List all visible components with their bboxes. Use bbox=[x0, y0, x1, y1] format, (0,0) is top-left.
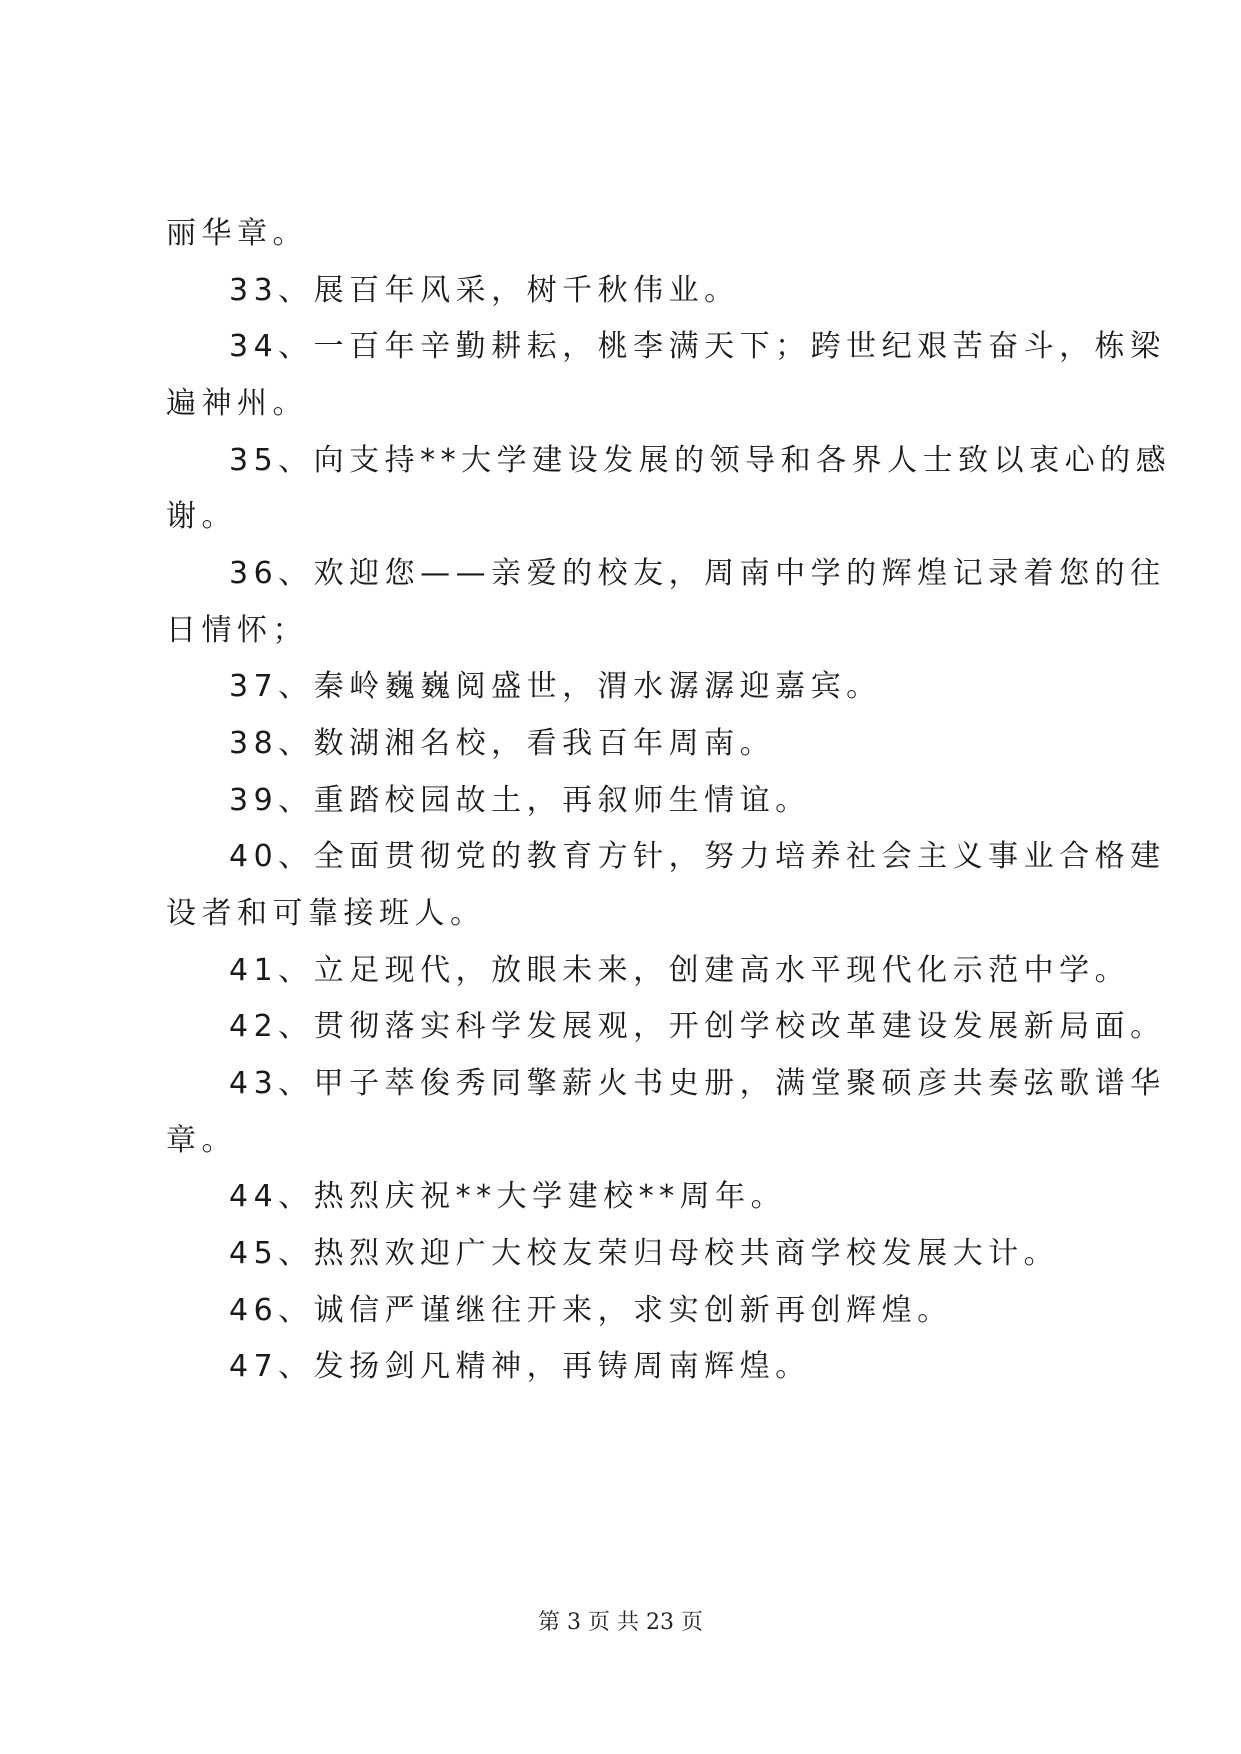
text-line: 39、重踏校园故土，再叙师生情谊。 bbox=[229, 783, 811, 818]
text-line: 遍神州。 bbox=[166, 386, 308, 421]
page-footer: 第 3 页 共 23 页 bbox=[538, 1610, 703, 1635]
text-line: 41、立足现代，放眼未来，创建高水平现代化示范中学。 bbox=[229, 953, 1131, 988]
text-line: 设者和可靠接班人。 bbox=[166, 896, 486, 931]
text-line: 谢。 bbox=[166, 499, 237, 534]
text-line: 44、热烈庆祝**大学建校**周年。 bbox=[229, 1179, 787, 1214]
text-line: 42、贯彻落实科学发展观，开创学校改革建设发展新局面。 bbox=[229, 1009, 1166, 1044]
text-line: 33、展百年风采，树千秋伟业。 bbox=[229, 273, 740, 308]
text-line: 46、诚信严谨继往开来，求实创新再创辉煌。 bbox=[229, 1293, 953, 1328]
text-line: 47、发扬剑凡精神，再铸周南辉煌。 bbox=[229, 1349, 811, 1384]
text-line: 40、全面贯彻党的教育方针，努力培养社会主义事业合格建 bbox=[229, 839, 1166, 874]
text-line: 45、热烈欢迎广大校友荣归母校共商学校发展大计。 bbox=[229, 1236, 1060, 1271]
text-line: 34、一百年辛勤耕耘，桃李满天下；跨世纪艰苦奋斗，栋梁 bbox=[229, 329, 1166, 364]
text-line: 43、甲子萃俊秀同擎薪火书史册，满堂聚硕彦共奏弦歌谱华 bbox=[229, 1066, 1166, 1101]
text-line: 章。 bbox=[166, 1123, 237, 1158]
text-line: 38、数湖湘名校，看我百年周南。 bbox=[229, 726, 776, 761]
text-line: 丽华章。 bbox=[166, 216, 308, 251]
text-line: 日情怀； bbox=[166, 613, 308, 648]
text-line: 35、向支持**大学建设发展的领导和各界人士致以衷心的感 bbox=[229, 443, 1172, 478]
text-line: 37、秦岭巍巍阅盛世，渭水潺潺迎嘉宾。 bbox=[229, 669, 882, 704]
text-line: 36、欢迎您——亲爱的校友，周南中学的辉煌记录着您的往 bbox=[229, 556, 1166, 591]
